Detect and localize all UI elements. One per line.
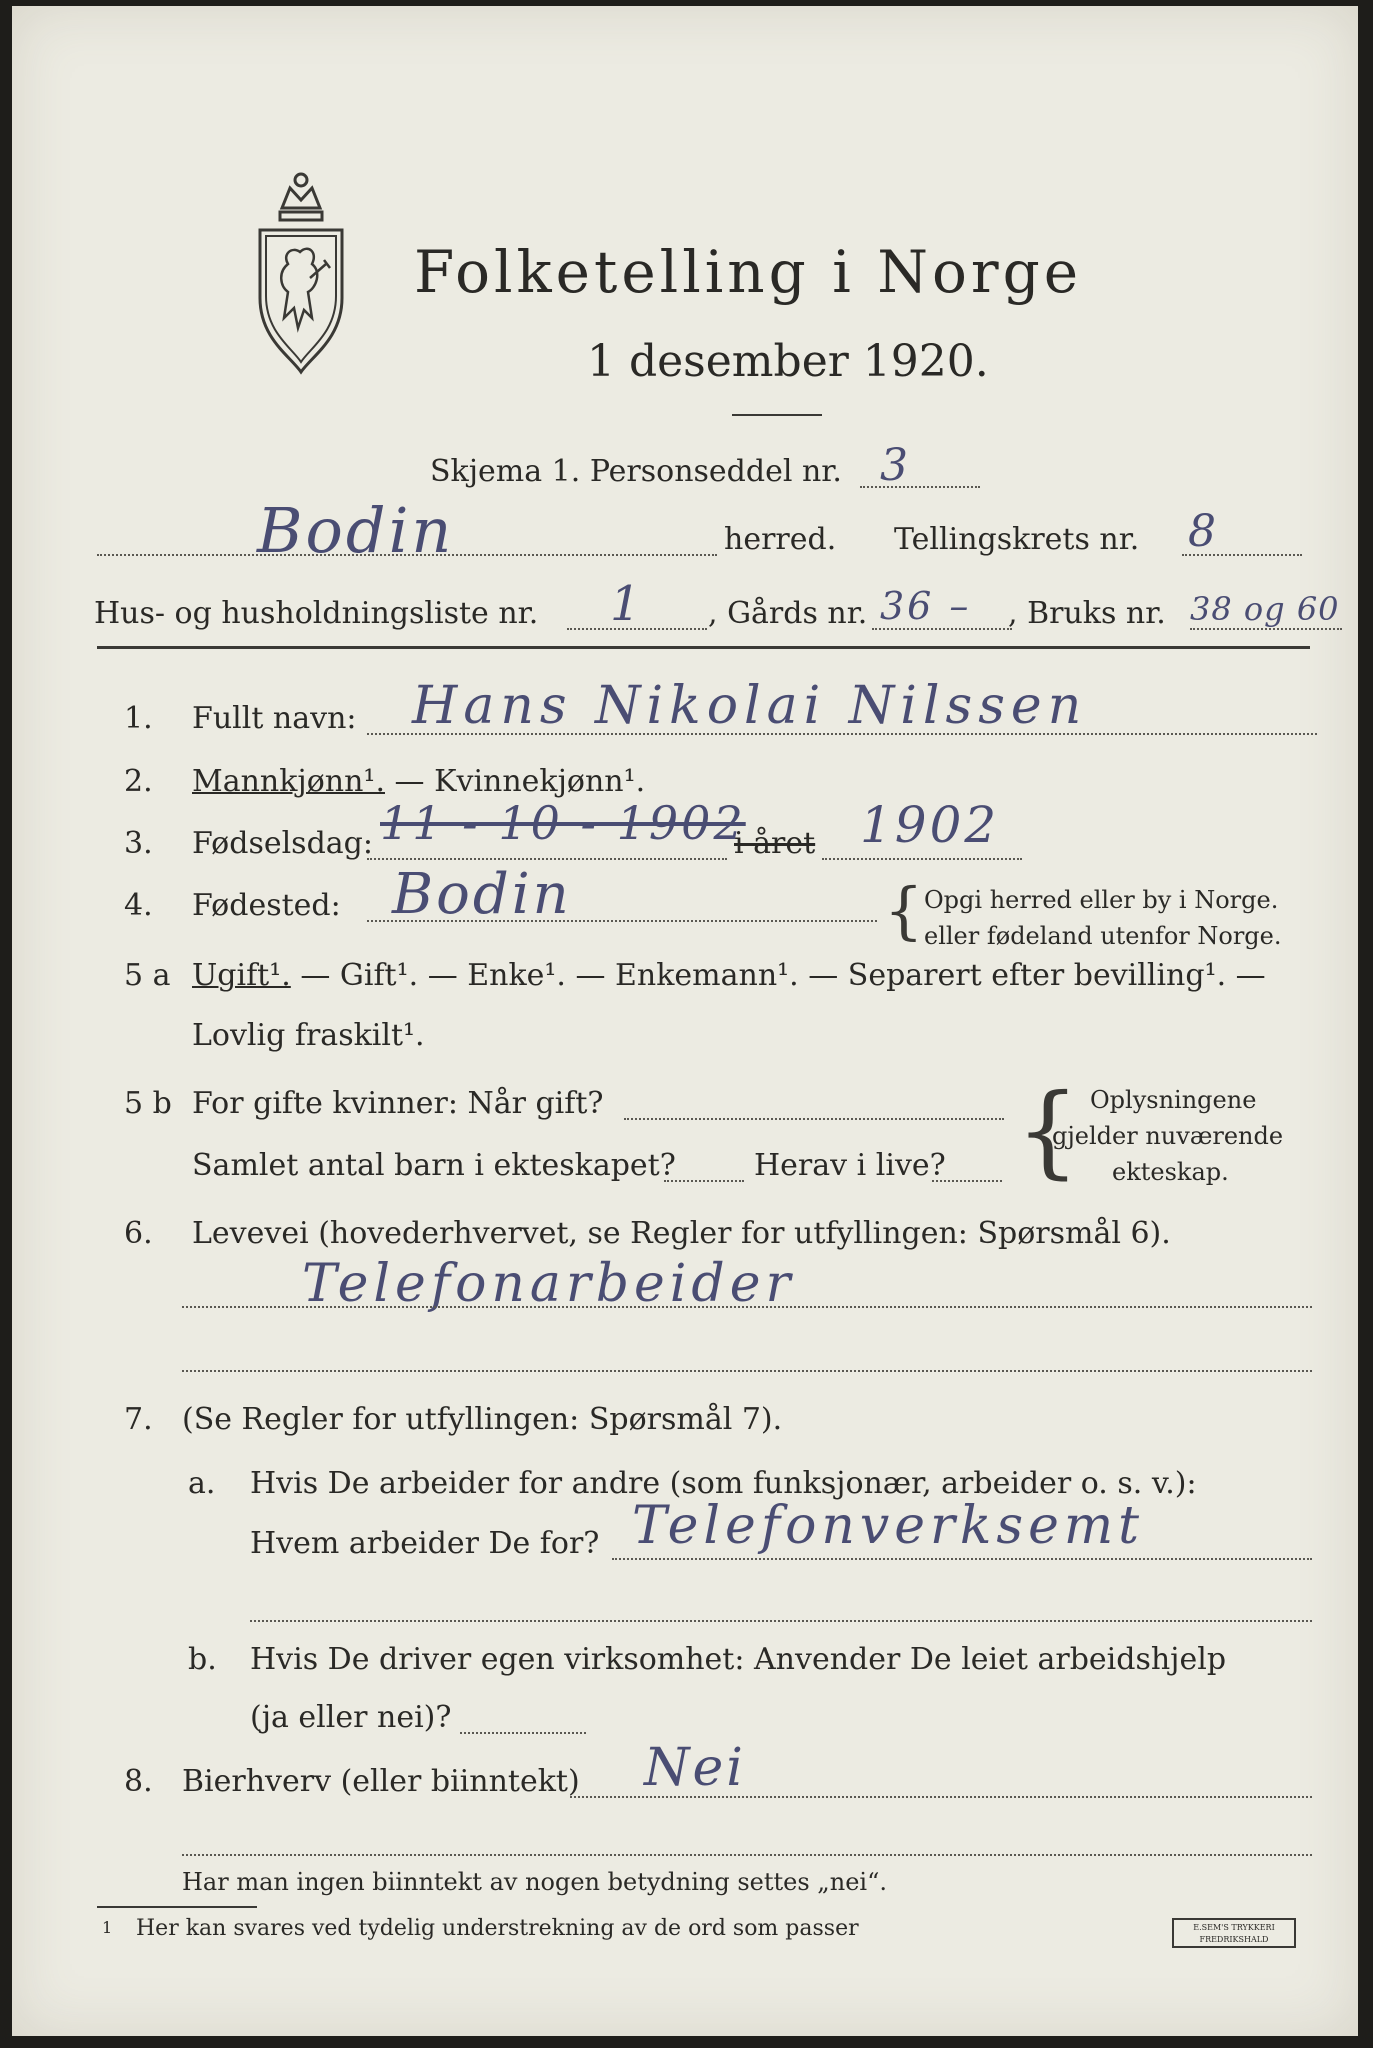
household-list-label: Hus- og husholdningsliste nr. xyxy=(94,596,539,631)
q5a-unmarried-option: Ugift¹. xyxy=(192,958,291,993)
bruks-dots xyxy=(1190,628,1342,630)
printer-line1: E.SEM'S TRYKKERI xyxy=(1193,1923,1275,1932)
q6-dots-2 xyxy=(182,1370,1312,1372)
q6-occupation-value: Telefonarbeider xyxy=(302,1254,796,1314)
q7b-question: (ja eller nei)? xyxy=(250,1700,452,1735)
q5b-alive-label: Herav i live? xyxy=(754,1148,946,1183)
q4-note-line1: Opgi herred eller by i Norge. xyxy=(924,886,1279,914)
printer-stamp xyxy=(1172,1918,1296,1948)
q2-sex-options xyxy=(192,764,645,799)
header-rule xyxy=(97,646,1310,649)
gards-value: 36 – xyxy=(880,584,972,628)
schema-nr-value: 3 xyxy=(880,440,911,491)
q2-separator: — xyxy=(385,764,435,799)
gards-dots xyxy=(872,628,1012,630)
q2-female-option: Kvinnekjønn¹. xyxy=(434,764,646,799)
footer-note: Har man ingen biinntekt av nogen betydning settes „nei“. xyxy=(182,1868,887,1896)
q3-year-value: 1902 xyxy=(860,796,1000,854)
q7a-dots-1 xyxy=(612,1558,1312,1560)
q7b-dots xyxy=(460,1732,586,1734)
coat-of-arms-icon xyxy=(252,168,350,378)
bruks-label: , Bruks nr. xyxy=(1008,596,1166,631)
q5b-note-line3: ekteskap. xyxy=(1112,1158,1229,1186)
q7-label: (Se Regler for utfyllingen: Spørsmål 7). xyxy=(182,1402,783,1437)
q5b-alive-dots xyxy=(932,1180,1002,1182)
q5b-when-married-label: For gifte kvinner: Når gift? xyxy=(192,1086,604,1121)
title-divider xyxy=(732,414,822,416)
q8-dots-2 xyxy=(182,1854,1312,1856)
q1-label: Fullt navn: xyxy=(192,701,357,736)
q4-birthplace-value: Bodin xyxy=(392,862,572,927)
q5a-line2: Lovlig fraskilt¹. xyxy=(192,1018,425,1053)
q3-year-label: i året xyxy=(734,826,816,861)
q7a-question: Hvem arbeider De for? xyxy=(250,1526,600,1561)
q7a-letter: a. xyxy=(188,1466,216,1501)
household-list-value: 1 xyxy=(610,576,644,632)
q6-number: 6. xyxy=(124,1216,153,1251)
q1-number: 1. xyxy=(124,701,153,736)
schema-dots xyxy=(860,486,980,488)
footnote-rule xyxy=(97,1906,257,1908)
q4-number: 4. xyxy=(124,888,153,923)
census-form xyxy=(12,6,1358,2036)
q7a-dots-2 xyxy=(250,1620,1312,1622)
q4-brace: { xyxy=(884,874,924,947)
q3-number: 3. xyxy=(124,826,153,861)
herred-label: herred. xyxy=(724,522,837,557)
q7b-text: Hvis De driver egen virksomhet: Anvender De leiet arbeidshjelp xyxy=(250,1642,1227,1677)
q4-note-line2: eller fødeland utenfor Norge. xyxy=(924,922,1282,950)
footnote-mark: 1 xyxy=(102,1918,113,1937)
q2-number: 2. xyxy=(124,764,153,799)
q7a-text: Hvis De arbeider for andre (som funksjonær, arbeider o. s. v.): xyxy=(250,1466,1197,1501)
form-title: Folketelling i Norge xyxy=(414,238,1083,306)
census-date: 1 desember 1920. xyxy=(587,336,989,387)
q5b-when-married-dots xyxy=(624,1118,1004,1120)
q4-label: Fødested: xyxy=(192,888,341,923)
bruks-value: 38 og 60 xyxy=(1190,590,1340,628)
q7b-letter: b. xyxy=(188,1642,217,1677)
q5a-number: 5 a xyxy=(124,958,171,993)
tellingskrets-value: 8 xyxy=(1188,506,1219,557)
q5b-brace: { xyxy=(1016,1072,1080,1189)
herred-value: Bodin xyxy=(257,494,455,567)
q5b-note-line2: gjelder nuværende xyxy=(1052,1122,1284,1150)
q7-number: 7. xyxy=(124,1402,153,1437)
schema-label: Skjema 1. Personseddel nr. xyxy=(430,454,842,489)
q5b-children-dots xyxy=(664,1180,744,1182)
q1-full-name-value: Hans Nikolai Nilssen xyxy=(412,676,1088,736)
q5b-number: 5 b xyxy=(124,1086,172,1121)
q3-birthdate-value: 11 - 10 - 1902 xyxy=(380,796,746,850)
q3-label: Fødselsdag: xyxy=(192,826,373,861)
q7a-employer-value: Telefonverksemt xyxy=(632,1496,1145,1556)
tellingskrets-label: Tellingskrets nr. xyxy=(894,522,1140,557)
q3-year-dots xyxy=(822,858,1022,860)
printer-line2: FREDRIKSHALD xyxy=(1199,1935,1269,1944)
gards-label: , Gårds nr. xyxy=(708,596,868,631)
q6-label: Levevei (hovederhvervet, se Regler for utfyllingen: Spørsmål 6). xyxy=(192,1216,1171,1251)
q5b-children-label: Samlet antal barn i ekteskapet? xyxy=(192,1148,676,1183)
q3-date-dots xyxy=(367,858,727,860)
q2-male-option: Mannkjønn¹. xyxy=(192,764,385,799)
q6-dots-1 xyxy=(182,1306,1312,1308)
q8-side-income-value: Nei xyxy=(644,1738,746,1798)
q5a-other-options: — Gift¹. — Enke¹. — Enkemann¹. — Separert efter bevilling¹. — xyxy=(290,958,1266,993)
footnote-text: Her kan svares ved tydelig understrekning av de ord som passer xyxy=(136,1916,859,1941)
q5b-note-line1: Oplysningene xyxy=(1090,1086,1257,1114)
q5a-options xyxy=(192,958,1266,993)
q8-number: 8. xyxy=(124,1764,153,1799)
q8-label: Bierhverv (eller biinntekt) xyxy=(182,1764,580,1799)
